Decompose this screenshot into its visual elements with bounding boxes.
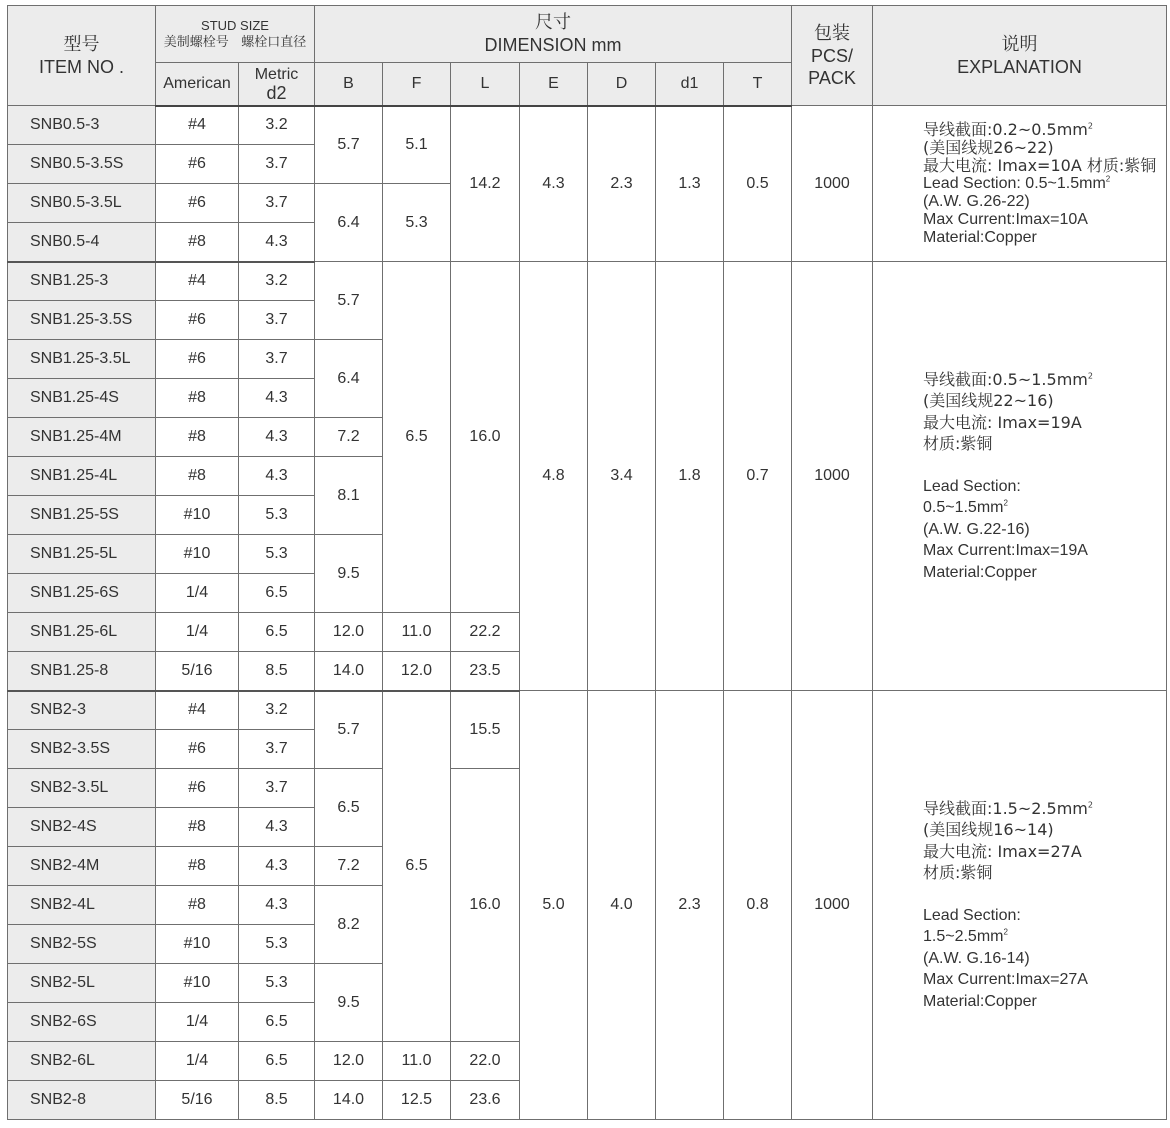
item-cell: SNB0.5-3.5L xyxy=(8,184,156,223)
american-cell: 5/16 xyxy=(156,1081,239,1120)
header-dimension xyxy=(315,6,792,63)
header-t: T xyxy=(724,63,792,106)
american-cell: #8 xyxy=(156,847,239,886)
b-cell: 5.7 xyxy=(315,691,383,769)
metric-cell: 3.7 xyxy=(239,184,315,223)
item-cell: SNB1.25-6L xyxy=(8,613,156,652)
spec-table xyxy=(7,5,1167,1120)
l-cell: 16.0 xyxy=(451,262,520,613)
american-cell: #8 xyxy=(156,808,239,847)
header-stud-en: STUD SIZE xyxy=(201,18,269,33)
f-cell: 12.5 xyxy=(383,1081,451,1120)
metric-cell: 4.3 xyxy=(239,457,315,496)
american-cell: #10 xyxy=(156,964,239,1003)
metric-cell: 3.7 xyxy=(239,340,315,379)
table-row xyxy=(8,106,1167,145)
header-dim-cn: 尺寸 xyxy=(535,12,571,33)
b-cell: 14.0 xyxy=(315,1081,383,1120)
header-stud-size xyxy=(156,6,315,63)
item-cell: SNB2-4S xyxy=(8,808,156,847)
american-cell: #8 xyxy=(156,457,239,496)
item-cell: SNB2-4M xyxy=(8,847,156,886)
american-cell: 1/4 xyxy=(156,1003,239,1042)
b-cell: 9.5 xyxy=(315,535,383,613)
f-cell: 6.5 xyxy=(383,262,451,613)
pack-cell: 1000 xyxy=(792,106,873,262)
header-e: E xyxy=(520,63,588,106)
metric-cell: 8.5 xyxy=(239,652,315,691)
b-cell: 7.2 xyxy=(315,418,383,457)
b-cell: 9.5 xyxy=(315,964,383,1042)
american-cell: #10 xyxy=(156,535,239,574)
e-cell: 4.8 xyxy=(520,262,588,691)
header-f: F xyxy=(383,63,451,106)
e-cell: 4.3 xyxy=(520,106,588,262)
table-row xyxy=(8,262,1167,301)
item-cell: SNB2-6S xyxy=(8,1003,156,1042)
american-cell: #8 xyxy=(156,379,239,418)
metric-cell: 3.2 xyxy=(239,691,315,730)
american-cell: 1/4 xyxy=(156,613,239,652)
f-cell: 5.1 xyxy=(383,106,451,184)
b-cell: 14.0 xyxy=(315,652,383,691)
metric-cell: 3.7 xyxy=(239,769,315,808)
metric-cell: 3.2 xyxy=(239,106,315,145)
header-dim-en: DIMENSION mm xyxy=(484,35,622,55)
header-explanation xyxy=(873,6,1167,106)
header-pack xyxy=(792,6,873,106)
d1-cell: 1.3 xyxy=(656,106,724,262)
metric-cell: 8.5 xyxy=(239,1081,315,1120)
item-cell: SNB0.5-4 xyxy=(8,223,156,262)
b-cell: 8.2 xyxy=(315,886,383,964)
item-cell: SNB0.5-3 xyxy=(8,106,156,145)
metric-cell: 5.3 xyxy=(239,496,315,535)
metric-cell: 4.3 xyxy=(239,847,315,886)
item-cell: SNB2-6L xyxy=(8,1042,156,1081)
item-cell: SNB2-4L xyxy=(8,886,156,925)
american-cell: #10 xyxy=(156,496,239,535)
header-pack-cn: 包装 xyxy=(814,22,850,44)
item-cell: SNB1.25-4L xyxy=(8,457,156,496)
metric-cell: 3.7 xyxy=(239,145,315,184)
item-cell: SNB1.25-3.5L xyxy=(8,340,156,379)
pack-cell: 1000 xyxy=(792,262,873,691)
f-cell: 12.0 xyxy=(383,652,451,691)
header-d1: d1 xyxy=(656,63,724,106)
f-cell: 6.5 xyxy=(383,691,451,1042)
l-cell: 23.5 xyxy=(451,652,520,691)
american-cell: #8 xyxy=(156,223,239,262)
metric-cell: 4.3 xyxy=(239,418,315,457)
l-cell: 16.0 xyxy=(451,769,520,1042)
metric-cell: 5.3 xyxy=(239,535,315,574)
header-metric xyxy=(239,63,315,106)
metric-cell: 5.3 xyxy=(239,964,315,1003)
american-cell: 5/16 xyxy=(156,652,239,691)
item-cell: SNB1.25-4M xyxy=(8,418,156,457)
header-metric-line1: Metric xyxy=(254,65,299,83)
b-cell: 12.0 xyxy=(315,613,383,652)
b-cell: 6.4 xyxy=(315,340,383,418)
e-cell: 5.0 xyxy=(520,691,588,1120)
header-metric-line2: d2 xyxy=(266,82,287,103)
metric-cell: 6.5 xyxy=(239,613,315,652)
header-item-en: ITEM NO . xyxy=(39,56,124,77)
t-cell: 0.8 xyxy=(724,691,792,1120)
t-cell: 0.5 xyxy=(724,106,792,262)
header-stud-cn-metric: 螺栓口直径 xyxy=(241,35,307,50)
l-cell: 23.6 xyxy=(451,1081,520,1120)
l-cell: 15.5 xyxy=(451,691,520,769)
f-cell: 11.0 xyxy=(383,613,451,652)
d1-cell: 1.8 xyxy=(656,262,724,691)
metric-cell: 3.7 xyxy=(239,730,315,769)
metric-cell: 4.3 xyxy=(239,886,315,925)
metric-cell: 6.5 xyxy=(239,1042,315,1081)
b-cell: 5.7 xyxy=(315,262,383,340)
item-cell: SNB2-5S xyxy=(8,925,156,964)
header-b: B xyxy=(315,63,383,106)
explanation-g3: 导线截面$:1.5\sim 2.5mm^2$ (美国线规16~14) 最大电流: Imax=27A 材质:紫铜 Lead Section: $1.5\sim 2.5mm^2$ (A.W. G.16-14) Max Current:Imax=27A Material:Copper xyxy=(873,691,1167,1120)
item-cell: SNB1.25-4S xyxy=(8,379,156,418)
l-cell: 14.2 xyxy=(451,106,520,262)
item-cell: SNB1.25-5L xyxy=(8,535,156,574)
item-cell: SNB1.25-3.5S xyxy=(8,301,156,340)
explanation-g1: 导线截面$:0.2\sim 0.5mm^2$ (美国线规26~22) 最大电流: Imax=10A 材质:紫铜 Lead Section: $0.5\sim 1.5mm^2$ (A.W. G.26-22) Max Current:Imax=10A Material:Copper xyxy=(873,106,1167,262)
metric-cell: 4.3 xyxy=(239,223,315,262)
american-cell: #8 xyxy=(156,418,239,457)
item-cell: SNB1.25-6S xyxy=(8,574,156,613)
american-cell: #4 xyxy=(156,106,239,145)
item-cell: SNB1.25-5S xyxy=(8,496,156,535)
metric-cell: 6.5 xyxy=(239,574,315,613)
d-cell: 4.0 xyxy=(588,691,656,1120)
t-cell: 0.7 xyxy=(724,262,792,691)
header-d: D xyxy=(588,63,656,106)
american-cell: #6 xyxy=(156,301,239,340)
american-cell: #6 xyxy=(156,340,239,379)
l-cell: 22.2 xyxy=(451,613,520,652)
f-cell: 11.0 xyxy=(383,1042,451,1081)
header-expl-en: EXPLANATION xyxy=(957,56,1082,77)
b-cell: 6.5 xyxy=(315,769,383,847)
header-american: American xyxy=(156,63,239,106)
american-cell: #10 xyxy=(156,925,239,964)
header-stud-cn-american: 美制螺栓号 xyxy=(163,35,229,50)
table-row xyxy=(8,691,1167,730)
d-cell: 3.4 xyxy=(588,262,656,691)
item-cell: SNB2-3.5S xyxy=(8,730,156,769)
american-cell: #6 xyxy=(156,769,239,808)
d1-cell: 2.3 xyxy=(656,691,724,1120)
american-cell: #6 xyxy=(156,184,239,223)
item-cell: SNB1.25-8 xyxy=(8,652,156,691)
american-cell: #6 xyxy=(156,730,239,769)
metric-cell: 4.3 xyxy=(239,808,315,847)
header-item-no xyxy=(8,6,156,106)
header-expl-cn: 说明 xyxy=(1001,33,1038,55)
item-cell: SNB1.25-3 xyxy=(8,262,156,301)
american-cell: 1/4 xyxy=(156,574,239,613)
metric-cell: 3.7 xyxy=(239,301,315,340)
american-cell: #8 xyxy=(156,886,239,925)
header-pack-line3: PACK xyxy=(808,67,856,88)
american-cell: #4 xyxy=(156,262,239,301)
metric-cell: 3.2 xyxy=(239,262,315,301)
american-cell: 1/4 xyxy=(156,1042,239,1081)
f-cell: 5.3 xyxy=(383,184,451,262)
l-cell: 22.0 xyxy=(451,1042,520,1081)
metric-cell: 6.5 xyxy=(239,1003,315,1042)
item-cell: SNB2-3.5L xyxy=(8,769,156,808)
item-cell: SNB0.5-3.5S xyxy=(8,145,156,184)
item-cell: SNB2-5L xyxy=(8,964,156,1003)
american-cell: #6 xyxy=(156,145,239,184)
b-cell: 12.0 xyxy=(315,1042,383,1081)
american-cell: #4 xyxy=(156,691,239,730)
d-cell: 2.3 xyxy=(588,106,656,262)
metric-cell: 5.3 xyxy=(239,925,315,964)
item-cell: SNB2-3 xyxy=(8,691,156,730)
header-pack-line2: PCS/ xyxy=(810,45,853,66)
explanation-g2: 导线截面$:0.5\sim 1.5mm^2$ (美国线规22~16) 最大电流: Imax=19A 材质:紫铜 Lead Section: $0.5\sim 1.5mm^2$ (A.W. G.22-16) Max Current:Imax=19A Material:Copper xyxy=(873,262,1167,691)
b-cell: 6.4 xyxy=(315,184,383,262)
item-cell: SNB2-8 xyxy=(8,1081,156,1120)
b-cell: 8.1 xyxy=(315,457,383,535)
b-cell: 5.7 xyxy=(315,106,383,184)
header-item-cn: 型号 xyxy=(63,33,100,55)
metric-cell: 4.3 xyxy=(239,379,315,418)
pack-cell: 1000 xyxy=(792,691,873,1120)
header-l: L xyxy=(451,63,520,106)
b-cell: 7.2 xyxy=(315,847,383,886)
